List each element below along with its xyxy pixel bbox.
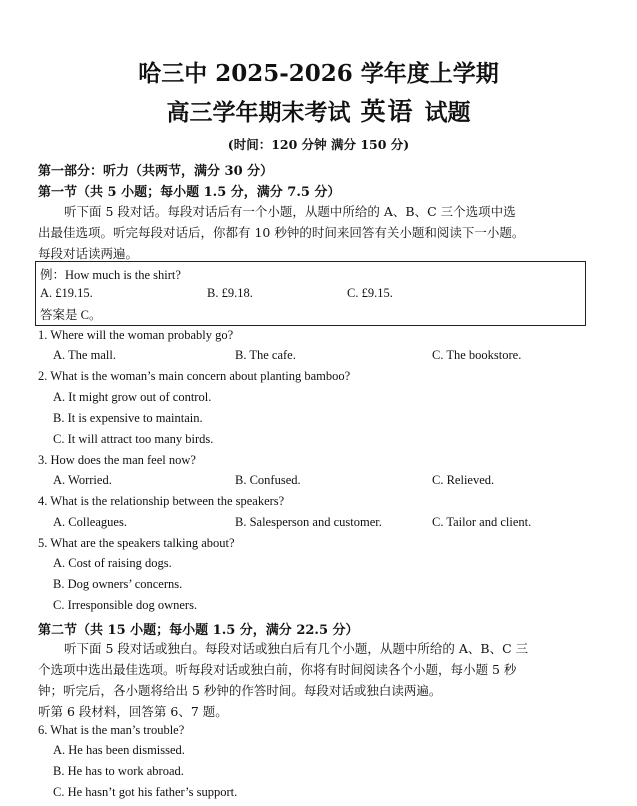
q1-option-c: C. The bookstore. (432, 348, 522, 362)
example-option-c: C. £9.15. (347, 286, 393, 300)
question-4: 4. What is the relationship between the speakers? (38, 494, 285, 508)
q5-option-b: B. Dog owners’ concerns. (53, 577, 183, 591)
q2-option-c: C. It will attract too many birds. (53, 432, 214, 446)
time-score-note: (时间：120 分钟 满分 150 分) (227, 137, 410, 152)
section1-instructions-3: 每段对话读两遍。 (38, 246, 139, 261)
q6-option-a: A. He has been dismissed. (53, 743, 185, 757)
q3-option-a: A. Worried. (53, 473, 112, 487)
q6-option-c: C. He hasn’t got his father’s support. (53, 785, 238, 799)
section2-instructions-2: 个选项中选出最佳选项。听每段对话或独白前，你将有时间阅读各个小题，每小题 5 秒 (38, 662, 517, 677)
example-option-a: A. £19.15. (40, 286, 93, 300)
q2-option-b: B. It is expensive to maintain. (53, 411, 203, 425)
section2-instructions-1: 听下面 5 段对话或独白。每段对话或独白后有几个小题，从题中所给的 A、B、C 三 (64, 641, 529, 656)
q4-option-b: B. Salesperson and customer. (235, 515, 382, 529)
q4-option-c: C. Tailor and client. (432, 515, 532, 529)
section2-title: 第二节（共 15 小题；每小题 1.5 分，满分 22.5 分） (38, 623, 359, 638)
section1-instructions-1: 听下面 5 段对话。每段对话后有一个小题，从题中所给的 A、B、C 三个选项中选 (64, 204, 516, 219)
q3-option-b: B. Confused. (235, 473, 301, 487)
example-option-b: B. £9.18. (207, 286, 253, 300)
q1-option-b: B. The cafe. (235, 348, 296, 362)
example-answer: 答案是 C。 (40, 308, 102, 322)
question-6: 6. What is the man’s trouble? (38, 723, 185, 737)
title-suffix: 试题 (424, 99, 471, 126)
part1-title: 第一部分：听力（共两节，满分 30 分） (38, 164, 274, 179)
q5-option-c: C. Irresponsible dog owners. (53, 598, 198, 612)
question-5: 5. What are the speakers talking about? (38, 536, 235, 550)
q4-option-a: A. Colleagues. (53, 515, 127, 529)
q5-option-a: A. Cost of raising dogs. (53, 556, 172, 570)
question-3: 3. How does the man feel now? (38, 453, 196, 467)
title-prefix: 高三学年期末考试 (166, 99, 351, 126)
exam-title-line1: 哈三中 2025-2026 学年度上学期 (138, 60, 499, 87)
question-2: 2. What is the woman’s main concern about planting bamboo? (38, 369, 351, 383)
q2-option-a: A. It might grow out of control. (53, 390, 212, 404)
section1-instructions-2: 出最佳选项。听完每段对话后，你都有 10 秒钟的时间来回答有关小题和阅读下一小题。 (38, 225, 525, 240)
material-note: 听第 6 段材料，回答第 6、7 题。 (38, 704, 228, 719)
section1-title: 第一节（共 5 小题；每小题 1.5 分，满分 7.5 分） (38, 185, 341, 200)
example-question: 例：How much is the shirt? (40, 268, 181, 282)
subject-name: 英语 (360, 97, 415, 126)
q3-option-c: C. Relieved. (432, 473, 495, 487)
question-1: 1. Where will the woman probably go? (38, 328, 234, 342)
q6-option-b: B. He has to work abroad. (53, 764, 184, 778)
exam-title-line2 (0, 92, 637, 128)
section2-instructions-3: 钟；听完后，各小题将给出 5 秒钟的作答时间。每段对话或独白读两遍。 (38, 683, 442, 698)
q1-option-a: A. The mall. (53, 348, 116, 362)
